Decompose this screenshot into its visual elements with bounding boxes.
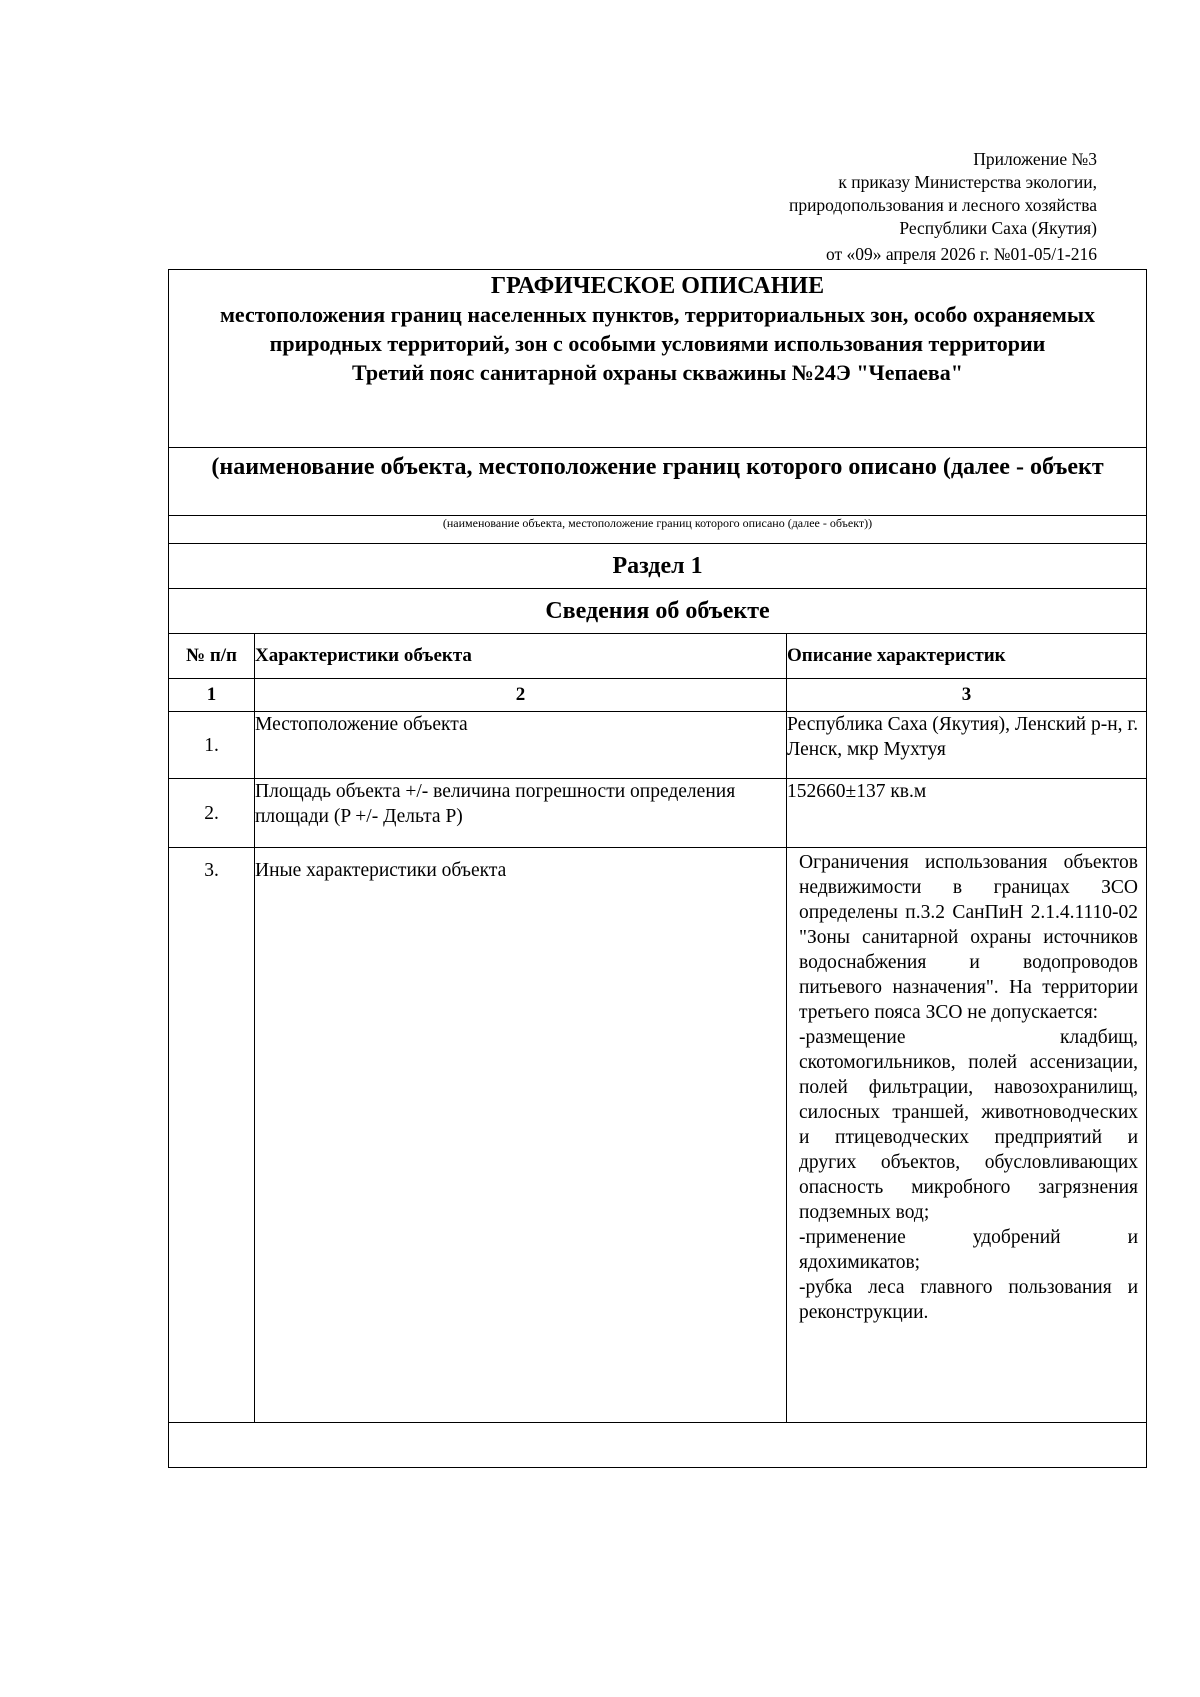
column-number: 3 — [787, 679, 1147, 712]
column-header-characteristics: Характеристики объекта — [255, 634, 787, 679]
document-subtitle: местоположения границ населенных пунктов, территориальных зон, особо охраняемых природных территорий, зон с особыми условиями использования территории — [219, 302, 1096, 356]
appendix-line: природопользования и лесного хозяйства — [788, 195, 1097, 215]
table-row — [169, 779, 1147, 848]
row-number: 3. — [169, 848, 255, 1423]
column-number: 1 — [169, 679, 255, 712]
object-name: (наименование объекта, местоположение границ которого описано (далее - объект — [169, 448, 1147, 516]
row-characteristic: Иные характеристики объекта — [255, 848, 787, 1423]
object-name-note: (наименование объекта, местоположение границ которого описано (далее - объект)) — [169, 516, 1147, 544]
section-title: Раздел 1 — [169, 544, 1147, 589]
appendix-line: Приложение №3 — [973, 149, 1097, 169]
row-characteristic: Местоположение объекта — [255, 712, 787, 779]
info-title: Сведения об объекте — [169, 589, 1147, 634]
appendix-line: Республики Саха (Якутия) — [899, 218, 1097, 238]
table-header-row — [169, 634, 1147, 679]
row-characteristic: Площадь объекта +/- величина погрешности определения площади (P +/- Дельта P) — [255, 779, 787, 848]
appendix-header — [789, 148, 1097, 266]
table-number-row — [169, 679, 1147, 712]
row-description: Ограничения использования объектов недвижимости в границах ЗСО определены п.3.2 СанПиН 2.1.4.1110-02 "Зоны санитарной охраны источников водоснабжения и водопроводов питьевого назначения". На территории третьего пояса ЗСО не допускается: -размещение кладбищ, скотомогильников, полей ассенизации, полей фильтрации, навозохранилищ, силосных траншей, животноводческих и птицеводческих предприятий и других объектов, обусловливающих опасность микробного загрязнения подземных вод; -применение удобрений и ядохимикатов; -рубка леса главного пользования и реконструкции. — [799, 852, 1139, 1323]
column-number: 2 — [255, 679, 787, 712]
appendix-line: к приказу Министерства экологии, — [838, 172, 1097, 192]
row-description-cell — [787, 848, 1147, 1423]
description-table — [168, 269, 1147, 1468]
appendix-date: от «09» апреля 2026 г. №01-05/1-216 — [825, 244, 1097, 264]
table-row — [169, 848, 1147, 1423]
blank-cell — [169, 1423, 1147, 1468]
column-header-number: № п/п — [169, 634, 255, 679]
object-title: Третий пояс санитарной охраны скважины №24Э "Чепаева" — [352, 360, 963, 385]
column-header-description: Описание характеристик — [787, 634, 1147, 679]
row-description: 152660±137 кв.м — [787, 779, 1147, 848]
document-title: ГРАФИЧЕСКОЕ ОПИСАНИЕ — [490, 273, 825, 299]
blank-row — [169, 1423, 1147, 1468]
row-number: 2. — [169, 779, 255, 848]
table-row — [169, 712, 1147, 779]
title-block — [169, 270, 1147, 448]
row-number: 1. — [169, 712, 255, 779]
row-description: Республика Саха (Якутия), Ленский р-н, г. Ленск, мкр Мухтуя — [787, 712, 1147, 779]
